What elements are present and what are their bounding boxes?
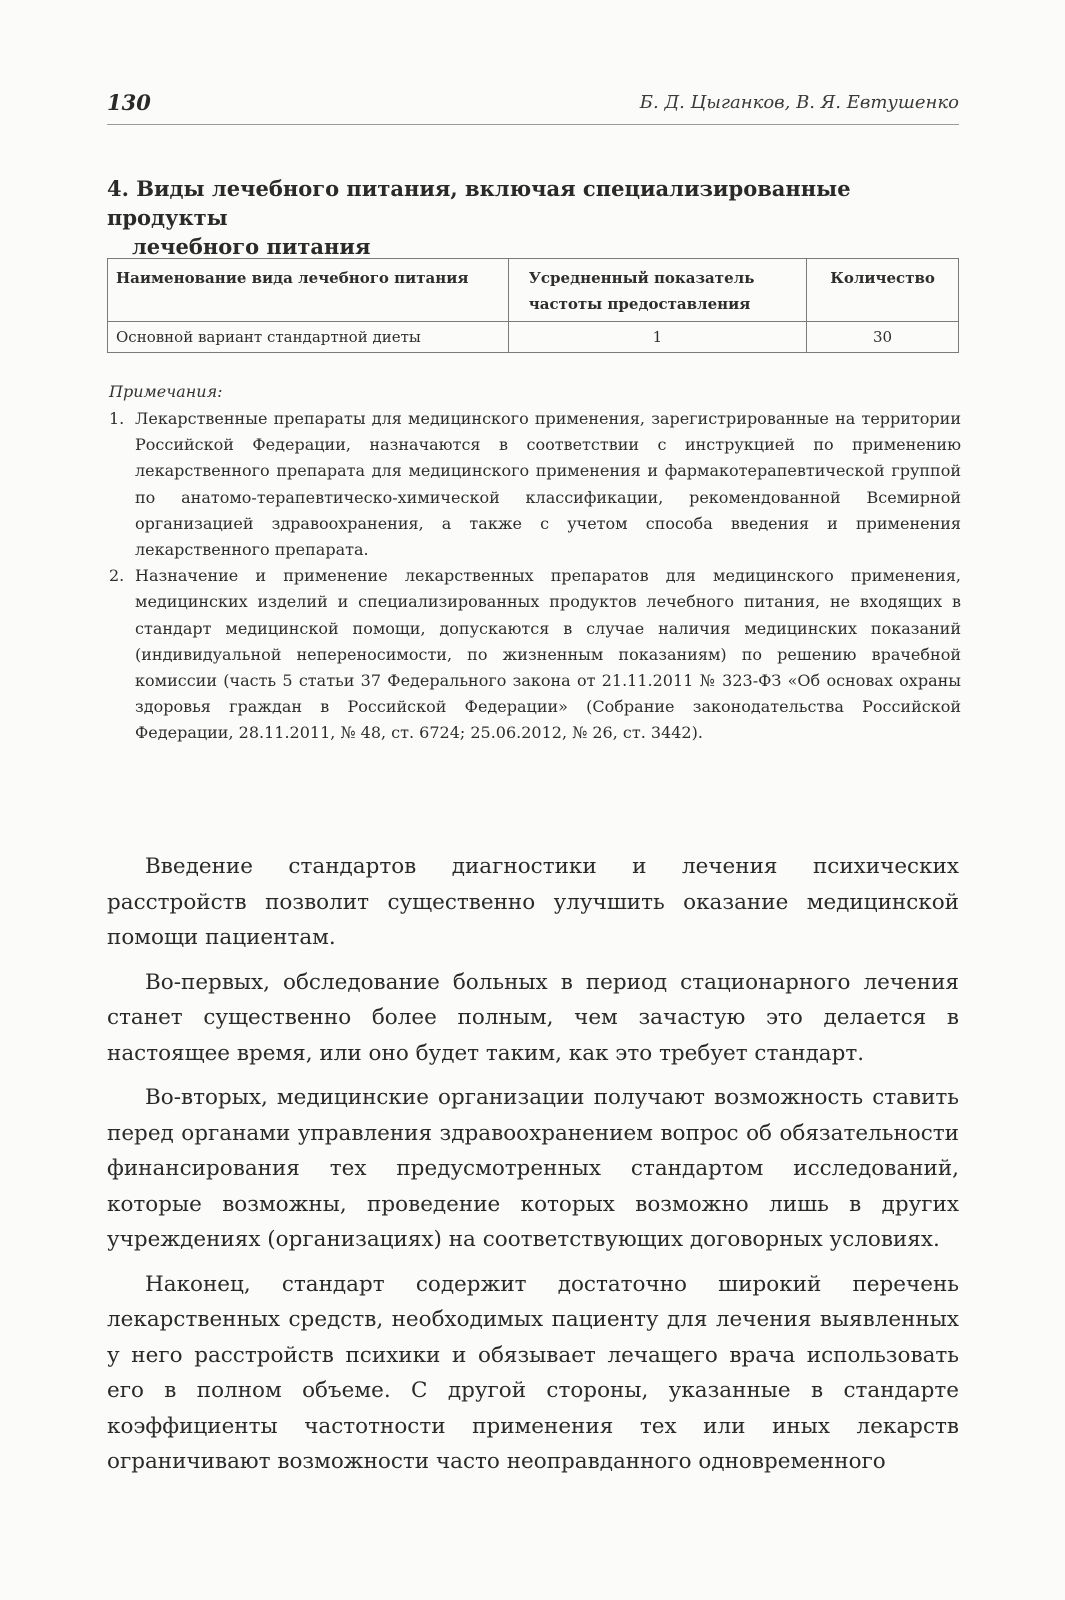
section-heading-line-1: 4. Виды лечебного питания, включая специализированные продукты	[107, 176, 851, 230]
table-row	[108, 322, 959, 353]
notes-list	[109, 406, 961, 747]
table-cell-diet-name: Основной вариант стандартной диеты	[108, 322, 509, 353]
section-heading-line-2: лечебного питания	[132, 234, 371, 259]
note-item	[109, 563, 961, 746]
page-number: 130	[107, 90, 151, 115]
table-header-row	[108, 259, 959, 322]
table-cell-frequency: 1	[508, 322, 806, 353]
note-number: 1.	[109, 409, 125, 428]
note-number: 2.	[109, 566, 125, 586]
column-header-quantity: Количество	[807, 259, 959, 322]
body-text	[107, 849, 959, 1489]
notes-title: Примечания:	[109, 382, 223, 401]
column-header-name: Наименование вида лечебного питания	[108, 259, 509, 322]
diet-table	[107, 258, 959, 353]
paragraph: Во-вторых, медицинские организации получают возможность ставить перед органами управления здравоохранением вопрос об обязательности финансирования тех предусмотренных стандартом исследований, которые возможны, проведение которых возможно лишь в других учреждениях (организациях) на соответствующих договорных условиях.	[107, 1085, 959, 1252]
note-item	[109, 406, 961, 563]
note-text: Назначение и применение лекарственных препаратов для медицинского применения, медицинских изделий и специализированных продуктов лечебного питания, не входящих в стандарт медицинской помощи, допускаются в случае наличия медицинских показаний (индивидуальной непереносимости, по жизненным показаниям) по решению врачебной комиссии (часть 5 статьи 37 Федерального закона от 21.11.2011 № 323-ФЗ «Об основах охраны здоровья граждан в Российской Федерации» (Собрание законодательства Российской Федерации, 28.11.2011, № 48, ст. 6724; 25.06.2012, № 26, ст. 3442).	[135, 566, 961, 743]
running-head	[107, 90, 959, 125]
column-header-frequency: Усредненный показатель частоты предоставления	[508, 259, 806, 322]
paragraph: Введение стандартов диагностики и лечения психических расстройств позволит существенно улучшить оказание медицинской помощи пациентам.	[107, 854, 959, 950]
section-heading	[107, 174, 959, 261]
paragraph: Во-первых, обследование больных в период стационарного лечения станет существенно более полным, чем зачастую это делается в настоящее время, или оно будет таким, как это требует стандарт.	[107, 969, 959, 1066]
running-head-authors: Б. Д. Цыганков, В. Я. Евтушенко	[639, 92, 959, 113]
table-cell-quantity: 30	[807, 322, 959, 353]
note-text: Лекарственные препараты для медицинского применения, зарегистрированные на территории Российской Федерации, назначаются в соответствии с инструкцией по применению лекарственного препарата для медицинского применения и фармакотерапевтической группой по анатомо-терапевтическо-химической классификации, рекомендованной Всемирной организацией здравоохранения, а также с учетом способа введения и применения лекарственного препарата.	[135, 409, 961, 560]
paragraph: Наконец, стандарт содержит достаточно широкий перечень лекарственных средств, необходимых пациенту для лечения выявленных у него расстройств психики и обязывает лечащего врача использовать его в полном объеме. С другой стороны, указанные в стандарте коэффициенты частотности применения тех или иных лекарств ограничивают возможности часто неоправданного одновременного	[107, 1271, 959, 1474]
